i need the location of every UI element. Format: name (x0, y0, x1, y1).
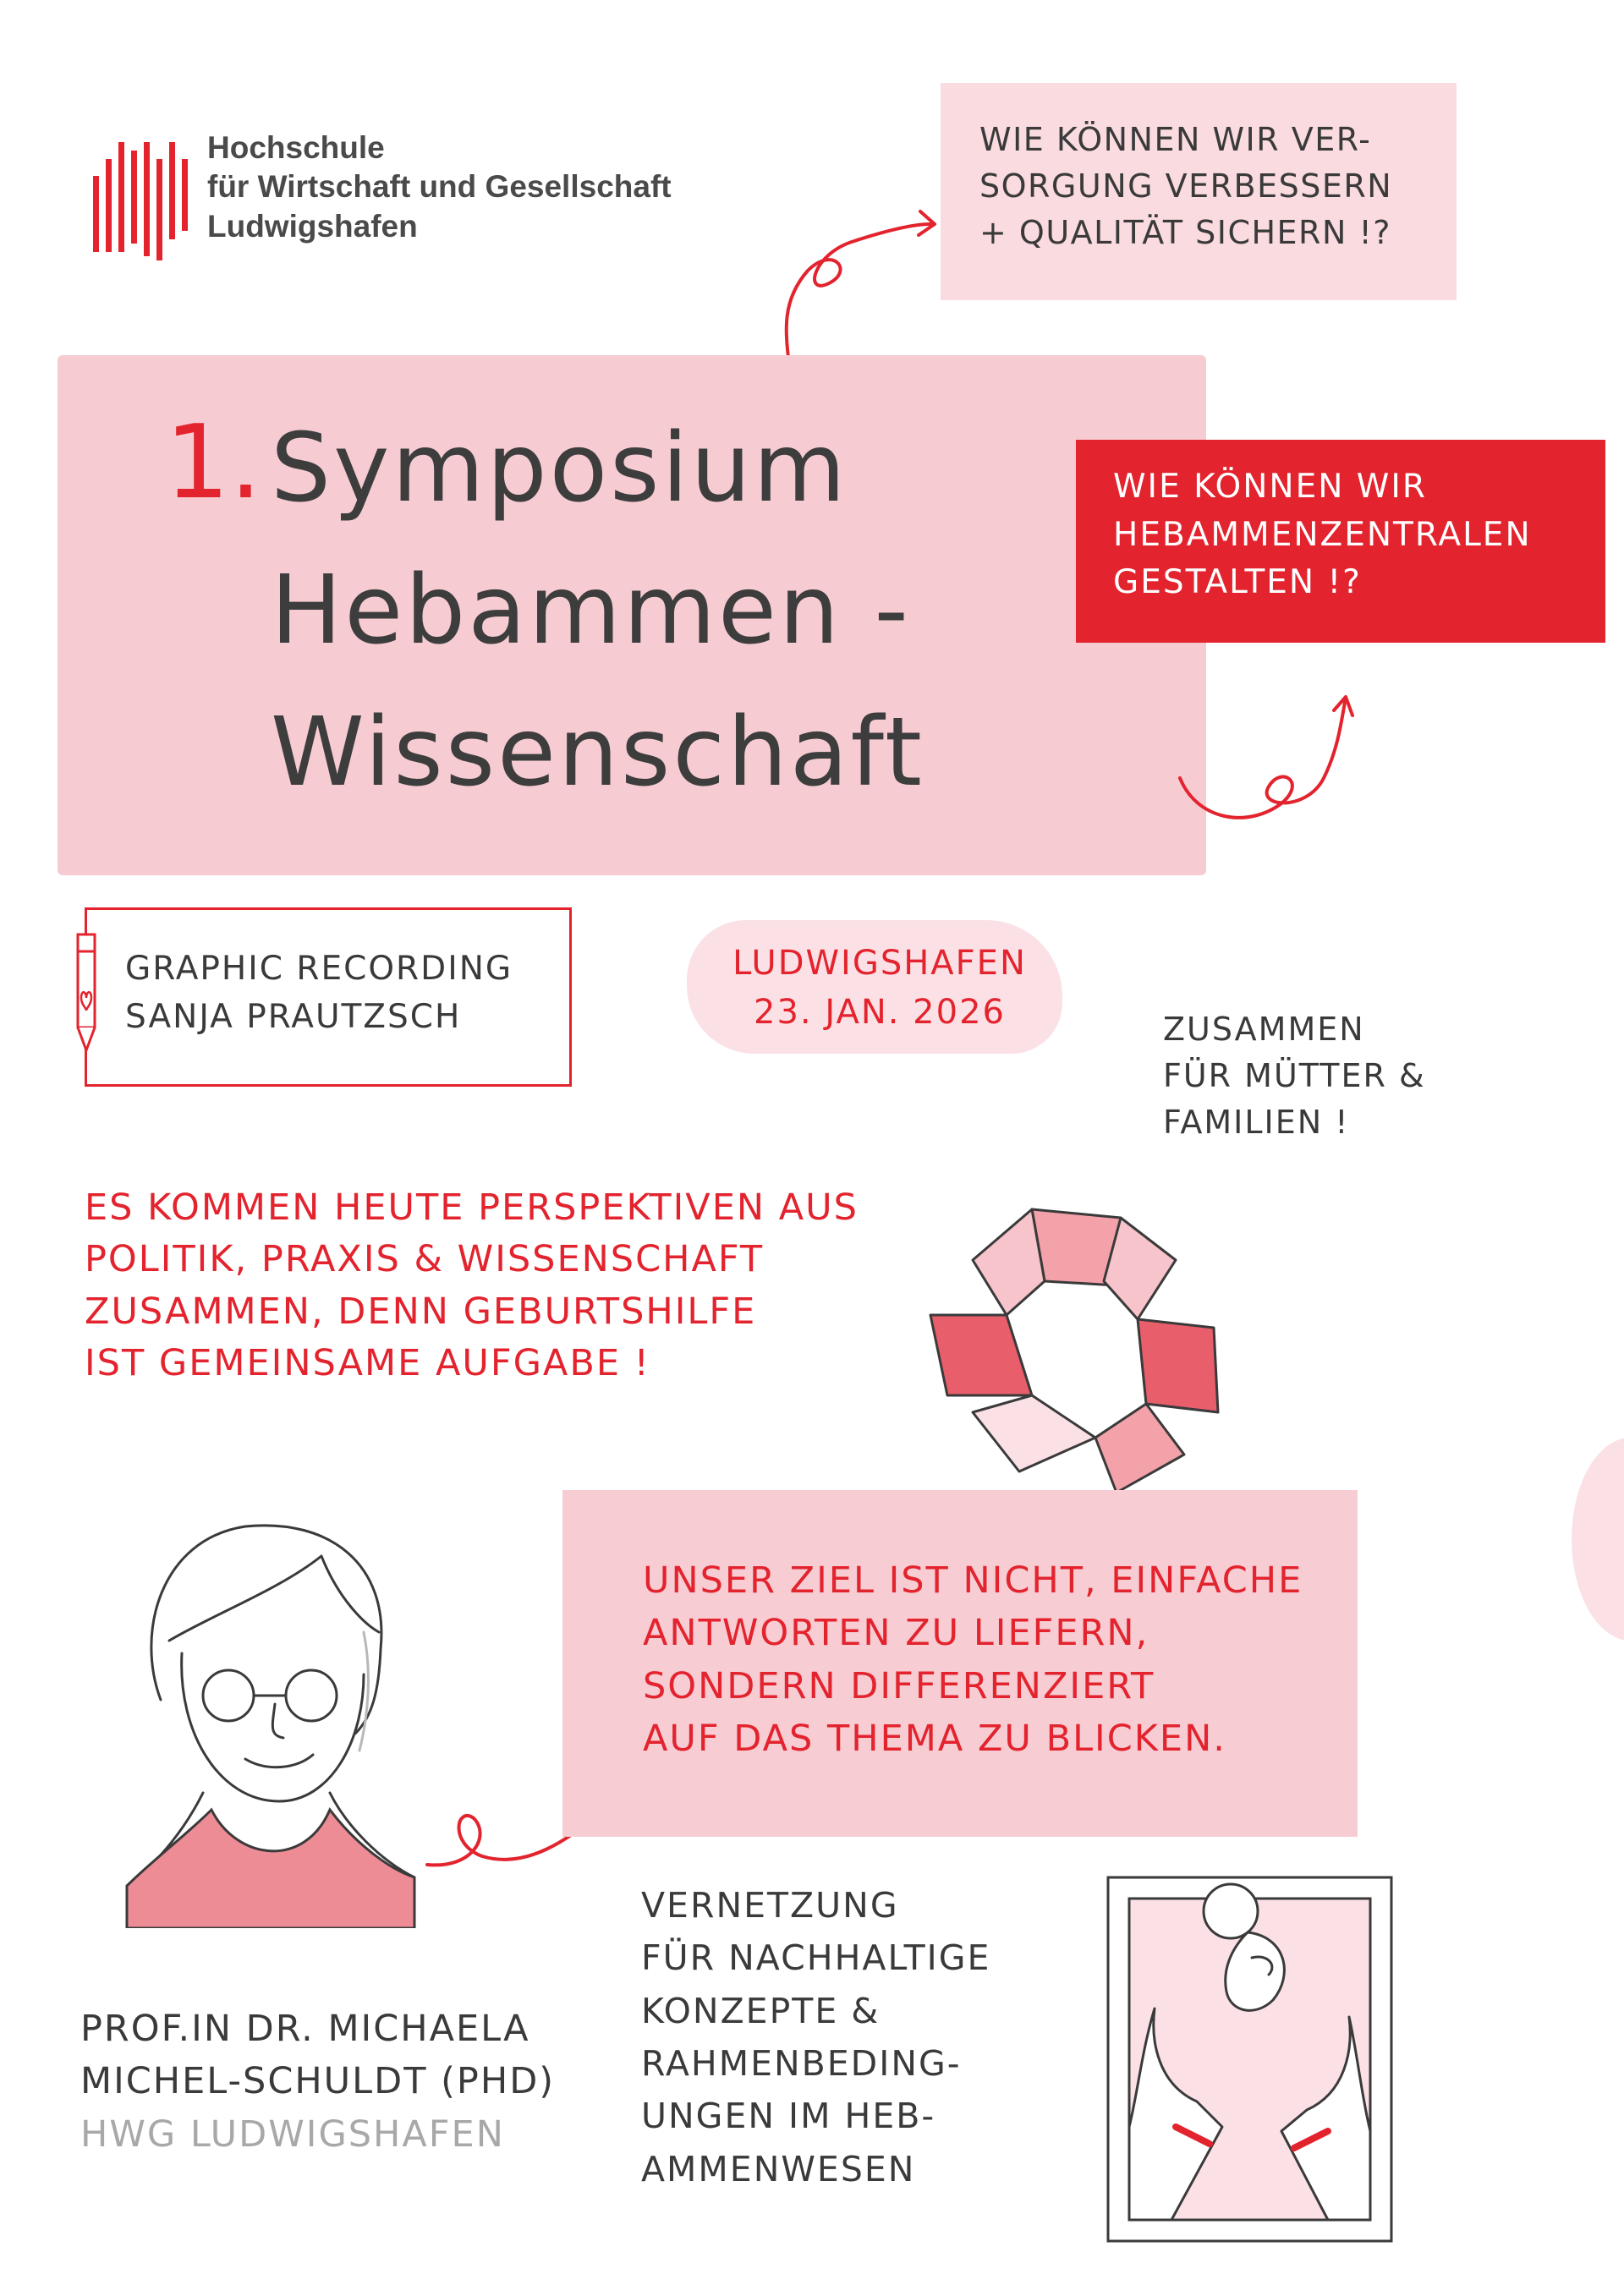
network-line-5: UNGEN IM HEB- (641, 2096, 936, 2137)
network-line-6: AMMENWESEN (641, 2148, 916, 2189)
pencil-icon (69, 930, 103, 1057)
together-line-2: FÜR MÜTTER & (1163, 1057, 1426, 1095)
logo-line-1: Hochschule (207, 130, 385, 165)
recording-line-1: GRAPHIC RECORDING (125, 950, 513, 988)
question-top-line-3: + QUALITÄT SICHERN !? (979, 214, 1391, 252)
logo-stripes-icon (91, 142, 193, 260)
curly-arrow-right-icon (1171, 685, 1366, 837)
logo-mark (91, 142, 193, 260)
recording-text (125, 945, 513, 1041)
question-top-line-2: SORGUNG VERBESSERN (979, 167, 1393, 205)
together-line-3: FAMILIEN ! (1163, 1104, 1350, 1142)
logo-line-2: für Wirtschaft und Gesellschaft (207, 169, 672, 205)
perspectives-line-4: IST GEMEINSAME AUFGABE ! (85, 1342, 650, 1385)
perspectives-line-1: ES KOMMEN HEUTE PERSPEKTIVEN AUS (85, 1186, 859, 1229)
quote-text (643, 1554, 1303, 1765)
speaker-text (80, 2003, 555, 2161)
title-line-1: Symposium (271, 414, 848, 523)
location-date: 23. JAN. 2026 (754, 993, 1006, 1032)
network-line-2: FÜR NACHHALTIGE (641, 1937, 991, 1979)
perspectives-line-2: POLITIK, PRAXIS & WISSENSCHAFT (85, 1238, 765, 1281)
together-text (1163, 1006, 1426, 1146)
network-line-1: VERNETZUNG (641, 1885, 899, 1926)
speaker-portrait-icon (110, 1505, 448, 1928)
question-red-line-1: WIE KÖNNEN WIR (1113, 468, 1427, 506)
speaker-name-1: PROF.IN DR. MICHAELA (80, 2008, 530, 2050)
location-city: LUDWIGSHAFEN (732, 944, 1027, 983)
question-red-line-3: GESTALTEN !? (1113, 563, 1362, 602)
baby-hands-icon (1104, 1873, 1396, 2245)
network-text (641, 1879, 990, 2195)
community-ring-icon (922, 1201, 1235, 1505)
title-line-2: Hebammen - (271, 556, 911, 666)
question-top-box (941, 83, 1457, 300)
quote-line-1: UNSER ZIEL IST NICHT, EINFACHE (643, 1559, 1303, 1602)
question-red-box (1076, 440, 1605, 643)
quote-line-2: ANTWORTEN ZU LIEFERN, (643, 1612, 1149, 1655)
perspectives-text (85, 1182, 859, 1390)
network-line-4: RAHMENBEDING- (641, 2042, 962, 2084)
together-line-1: ZUSAMMEN (1163, 1011, 1365, 1048)
speaker-name-2: MICHEL-SCHULDT (PHD) (80, 2060, 556, 2103)
logo-text (207, 129, 672, 246)
title-number: 1. (165, 404, 262, 522)
decorative-blob (1572, 1438, 1624, 1641)
location-text (727, 939, 1032, 1037)
question-red-line-2: HEBAMMENZENTRALEN (1113, 515, 1532, 554)
recording-line-2: SANJA PRAUTZSCH (125, 997, 462, 1036)
title-line-3: Wissenschaft (271, 698, 924, 808)
quote-line-4: AUF DAS THEMA ZU BLICKEN. (643, 1718, 1226, 1761)
logo-line-3: Ludwigshafen (207, 208, 418, 244)
perspectives-line-3: ZUSAMMEN, DENN GEBURTSHILFE (85, 1290, 757, 1333)
question-top-line-1: WIE KÖNNEN WIR VER- (979, 121, 1372, 158)
quote-line-3: SONDERN DIFFERENZIERT (643, 1664, 1155, 1707)
speaker-org: HWG LUDWIGSHAFEN (80, 2112, 505, 2156)
network-line-3: KONZEPTE & (641, 1990, 881, 2031)
